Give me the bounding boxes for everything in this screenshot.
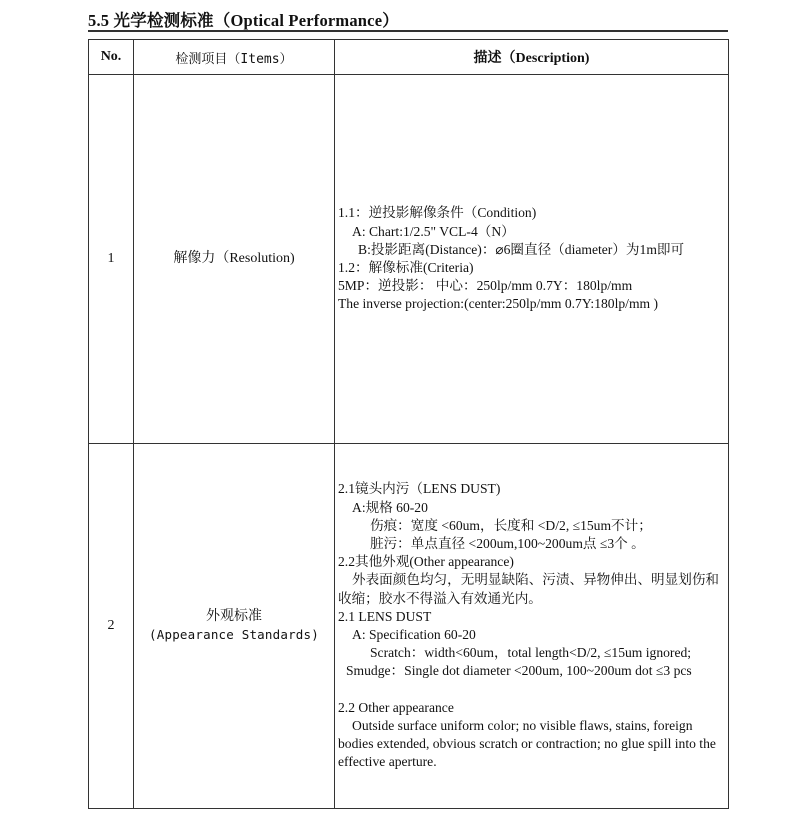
desc-line: A:规格 60-20 — [352, 499, 428, 515]
desc-line: 伤痕：宽度 <60um，长度和 <D/2, ≤15um不计； — [370, 517, 652, 533]
desc-line: 2.1 LENS DUST — [338, 608, 432, 624]
row-number: 2 — [89, 444, 134, 809]
header-items: 检测项目（Items） — [134, 40, 335, 75]
desc-line: 脏污：单点直径 <200um,100~200um点 ≤3个 。 — [370, 535, 645, 551]
desc-line: Smudge：Single dot diameter <200um, 100~200um dot ≤3 pcs — [346, 663, 692, 679]
desc-line: The inverse projection:(center:250lp/mm 0.7Y:180lp/mm ) — [338, 296, 659, 312]
desc-line: 2.2其他外观(Other appearance) — [338, 554, 514, 570]
description-appearance — [335, 444, 729, 809]
desc-line: Scratch：width<60um，total length<D/2, ≤15um ignored; — [370, 645, 692, 661]
section-heading: 5.5 光学检测标准（Optical Performance） — [88, 11, 399, 30]
item-appearance — [134, 444, 335, 809]
desc-line: A: Chart:1/2.5" VCL-4（N） — [352, 223, 515, 239]
desc-line: B:投影距离(Distance)：⌀6圈直径（diameter）为1m即可 — [358, 241, 685, 257]
desc-line: 2.2 Other appearance — [338, 699, 454, 715]
desc-line: 外表面颜色均匀，无明显缺陷、污渍、异物伸出、明显划伤和收缩；胶水不得溢入有效通光内。 — [338, 572, 720, 606]
header-description: 描述（Description) — [335, 40, 729, 75]
desc-line: 2.1镜头内污（LENS DUST) — [338, 481, 501, 497]
optical-performance-table-container — [88, 39, 728, 809]
blank-line — [338, 681, 724, 699]
heading-underline — [88, 30, 728, 32]
desc-line: A: Specification 60-20 — [352, 627, 476, 642]
item-appearance-zh: 外观标准 — [206, 609, 262, 624]
desc-line: 1.1：逆投影解像条件（Condition) — [338, 205, 537, 221]
item-appearance-en: (Appearance Standards) — [149, 627, 319, 642]
desc-line: 1.2：解像标准(Criteria) — [338, 260, 474, 275]
item-resolution: 解像力（Resolution) — [134, 75, 335, 444]
row-number: 1 — [89, 75, 134, 444]
table-row — [89, 444, 729, 809]
optical-performance-table — [88, 39, 729, 809]
desc-line: Outside surface uniform color; no visible flaws, stains, foreign bodies extended, obvious scratch or contraction; no glue spill into the effective aperture. — [338, 718, 716, 770]
table-row — [89, 75, 729, 444]
table-header-row — [89, 40, 729, 75]
header-no: No. — [89, 40, 134, 75]
desc-line: 5MP：逆投影： 中心：250lp/mm 0.7Y：180lp/mm — [338, 278, 633, 294]
description-resolution — [335, 75, 729, 444]
